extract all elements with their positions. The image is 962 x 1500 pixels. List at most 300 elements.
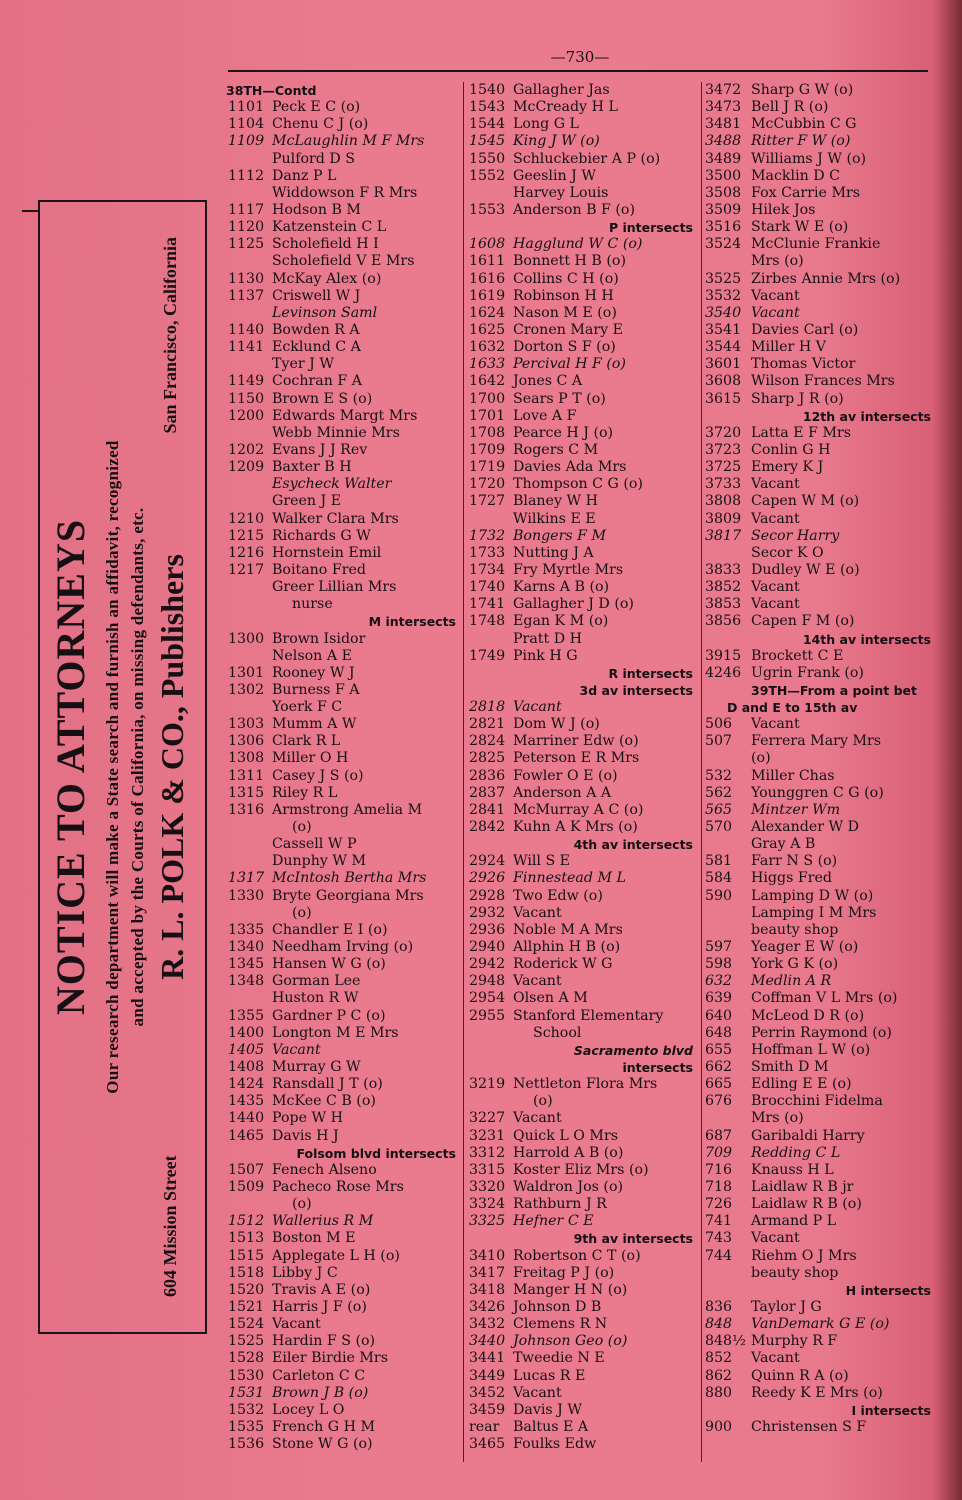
resident-name: Rooney W J [272, 664, 355, 681]
directory-entry [705, 511, 933, 528]
house-number: 726 [705, 1196, 733, 1213]
resident-name: Nelson A E [272, 647, 352, 664]
resident-name: Bowden R A [272, 321, 360, 338]
advertisement-line-2: and accepted by the Courts of California, on missing defendants, etc. [127, 507, 147, 1027]
directory-entry [705, 1059, 933, 1076]
resident-name: Geeslin J W [513, 167, 596, 184]
house-number: 1632 [469, 339, 506, 356]
house-number: 2836 [469, 767, 506, 784]
resident-name: Baltus E A [513, 1418, 589, 1435]
directory-entry [467, 1128, 695, 1145]
directory-entry [467, 1282, 695, 1299]
directory-entry [467, 990, 695, 1007]
house-number: 565 [705, 801, 733, 818]
house-number: 1633 [469, 356, 506, 373]
directory-entry [226, 1299, 458, 1316]
directory-entry [467, 391, 695, 408]
directory-entry [467, 1436, 695, 1453]
house-number: 1216 [228, 544, 265, 561]
house-number: 1215 [228, 527, 265, 544]
house-number: 1720 [469, 476, 506, 493]
house-number: 2926 [469, 870, 506, 887]
top-rule [228, 70, 928, 72]
directory-entry [705, 1076, 933, 1093]
house-number: 3500 [705, 167, 742, 184]
house-number: 862 [705, 1367, 733, 1384]
resident-name: Bongers F M [513, 527, 607, 544]
house-number: 584 [705, 870, 733, 887]
resident-name: Pope W H [272, 1110, 343, 1127]
resident-name: Criswell W J [272, 287, 361, 304]
resident-name: Reedy K E Mrs (o) [751, 1384, 883, 1401]
intersection-heading [467, 836, 695, 853]
resident-name: Dunphy W M [272, 853, 367, 870]
house-number: 2932 [469, 904, 506, 921]
resident-name: Noble M A Mrs [513, 921, 623, 938]
directory-entry [226, 528, 458, 545]
resident-name: Sears P T (o) [513, 390, 606, 407]
directory-entry [467, 750, 695, 767]
column-divider [701, 82, 702, 1462]
house-number: 3440 [469, 1333, 506, 1350]
house-number: 3509 [705, 201, 742, 218]
resident-name: Freitag P J (o) [513, 1264, 615, 1281]
resident-name: Riehm O J Mrs [751, 1247, 857, 1264]
house-number: 848 [705, 1316, 733, 1333]
house-number: 743 [705, 1230, 733, 1247]
page-number: —730— [550, 48, 610, 66]
resident-name: Hansen W G (o) [272, 956, 386, 973]
directory-entry [226, 870, 458, 887]
directory-entry [467, 271, 695, 288]
directory-entry [226, 373, 458, 390]
resident-name: Anderson A A [513, 784, 612, 801]
resident-name: Zirbes Annie Mrs (o) [751, 270, 901, 287]
house-number: 3489 [705, 150, 742, 167]
resident-name: Yeager E W (o) [751, 939, 859, 956]
directory-entry [705, 1162, 933, 1179]
resident-name: Vacant [751, 596, 800, 613]
directory-entry [467, 1316, 695, 1333]
directory-entry [705, 151, 933, 168]
directory-entry [467, 253, 695, 270]
directory-entry [705, 168, 933, 185]
directory-entry [467, 408, 695, 425]
resident-name: Robertson C T (o) [513, 1247, 641, 1264]
resident-name: Wilkins E E [513, 510, 596, 527]
resident-name: Manger H N (o) [513, 1281, 628, 1298]
directory-continuation [226, 305, 458, 322]
directory-entry [467, 1145, 695, 1162]
directory-entry [467, 579, 695, 596]
resident-name: Redding C L [751, 1144, 841, 1161]
directory-continuation [467, 511, 695, 528]
house-number: 1348 [228, 973, 265, 990]
directory-continuation [705, 922, 933, 939]
resident-name: Ritter F W (o) [751, 133, 851, 150]
house-number: 1530 [228, 1367, 265, 1384]
directory-entry [226, 1042, 458, 1059]
resident-name: Edwards Margt Mrs [272, 407, 418, 424]
resident-name: D and E to 15th av [727, 700, 858, 716]
house-number: 1553 [469, 201, 506, 218]
resident-name: Sharp J R (o) [751, 390, 844, 407]
resident-name: Younggren C G (o) [751, 784, 884, 801]
directory-entry [226, 802, 458, 819]
house-number: 3733 [705, 476, 742, 493]
directory-entry [467, 459, 695, 476]
directory-entry [705, 665, 933, 682]
house-number: 2954 [469, 990, 506, 1007]
resident-name: Quinn R A (o) [751, 1367, 849, 1384]
resident-name: M intersects [368, 614, 456, 630]
house-number: 1109 [228, 133, 265, 150]
resident-name: Kuhn A K Mrs (o) [513, 819, 638, 836]
house-number: 709 [705, 1144, 733, 1161]
house-number: 3540 [705, 304, 742, 321]
house-number: 3472 [705, 82, 742, 98]
resident-name: McCubbin C G [751, 116, 857, 133]
house-number: 2940 [469, 939, 506, 956]
directory-entry [705, 1248, 933, 1265]
intersection-heading [467, 1230, 695, 1247]
house-number: 3508 [705, 184, 742, 201]
resident-name: Pratt D H [513, 630, 582, 647]
house-number: 676 [705, 1093, 733, 1110]
house-number: 880 [705, 1384, 733, 1401]
directory-entry [705, 1368, 933, 1385]
resident-name: School [533, 1024, 582, 1041]
resident-name: 4th av intersects [573, 837, 693, 853]
house-number: 1130 [228, 270, 265, 287]
directory-entry [467, 956, 695, 973]
directory-continuation [705, 836, 933, 853]
resident-name: Coffman V L Mrs (o) [751, 990, 898, 1007]
resident-name: Secor K O [751, 544, 824, 561]
house-number: 836 [705, 1298, 733, 1315]
resident-name: Rathburn J R [513, 1196, 607, 1213]
house-number: 648 [705, 1024, 733, 1041]
street-heading [705, 699, 933, 716]
resident-name: Waldron Jos (o) [513, 1179, 624, 1195]
house-number: 1540 [469, 82, 506, 98]
house-number: 597 [705, 939, 733, 956]
intersection-heading [226, 613, 458, 630]
resident-name: Levinson Saml [272, 304, 378, 321]
house-number: 1125 [228, 236, 265, 253]
house-number: 1545 [469, 133, 506, 150]
resident-name: Esycheck Walter [272, 476, 392, 493]
directory-entry [226, 236, 458, 253]
resident-name: Olsen A M [513, 990, 588, 1007]
house-number: 1619 [469, 287, 506, 304]
directory-entry [226, 459, 458, 476]
house-number: 718 [705, 1179, 733, 1195]
resident-name: (o) [751, 750, 771, 767]
directory-entry [705, 1008, 933, 1025]
resident-name: Clemens R N [513, 1316, 608, 1333]
resident-name: Alexander W D [751, 819, 860, 836]
directory-entry [226, 1282, 458, 1299]
resident-name: Mrs (o) [751, 1110, 804, 1127]
house-number: 1732 [469, 527, 506, 544]
directory-entry [226, 133, 458, 150]
resident-name: Egan K M (o) [513, 613, 609, 630]
directory-entry [705, 870, 933, 887]
directory-entry [467, 528, 695, 545]
column-divider [463, 82, 464, 1462]
directory-entry [226, 202, 458, 219]
resident-name: McMurray A C (o) [513, 801, 644, 818]
directory-entry [226, 922, 458, 939]
house-number: 2821 [469, 716, 506, 733]
house-number: 1465 [228, 1127, 265, 1144]
directory-entry [226, 716, 458, 733]
directory-entry [705, 768, 933, 785]
directory-entry [705, 648, 933, 665]
resident-name: Vacant [272, 1041, 321, 1058]
house-number: 848½ [705, 1333, 746, 1350]
resident-name: I intersects [851, 1402, 931, 1418]
house-number: 1355 [228, 1007, 265, 1024]
resident-name: Clark R L [272, 733, 341, 750]
house-number: 687 [705, 1127, 733, 1144]
house-number: 3324 [469, 1196, 506, 1213]
house-number: 3601 [705, 356, 742, 373]
directory-continuation [705, 750, 933, 767]
directory-entry [705, 1128, 933, 1145]
directory-column-2 [467, 82, 695, 1453]
house-number: 1435 [228, 1093, 265, 1110]
directory-entry [226, 1402, 458, 1419]
resident-name: Vacant [751, 716, 800, 733]
directory-entry [705, 1333, 933, 1350]
directory-entry [467, 1110, 695, 1127]
directory-entry [226, 682, 458, 699]
resident-name: Pink H G [513, 647, 578, 664]
house-number: 1345 [228, 956, 265, 973]
directory-entry [467, 305, 695, 322]
resident-name: Stanford Elementary [513, 1007, 664, 1024]
house-number: 3541 [705, 321, 742, 338]
directory-entry [226, 1368, 458, 1385]
resident-name: Percival H F (o) [513, 356, 626, 373]
house-number: 716 [705, 1161, 733, 1178]
resident-name: Dom W J (o) [513, 716, 600, 733]
directory-entry [467, 545, 695, 562]
house-number: 3449 [469, 1367, 506, 1384]
house-number: 640 [705, 1007, 733, 1024]
directory-entry [226, 1333, 458, 1350]
resident-name: Vacant [751, 1230, 800, 1247]
directory-entry [467, 322, 695, 339]
house-number: 2942 [469, 956, 506, 973]
resident-name: Gallagher J D (o) [513, 596, 634, 613]
resident-name: Davis H J [272, 1127, 339, 1144]
advertisement-box [38, 200, 207, 1334]
house-number: 3525 [705, 270, 742, 287]
resident-name: Robinson H H [513, 287, 614, 304]
house-number: 590 [705, 887, 733, 904]
directory-continuation [467, 631, 695, 648]
resident-name: Nutting J A [513, 544, 594, 561]
directory-entry [705, 82, 933, 99]
resident-name: (o) [292, 819, 312, 836]
directory-continuation [226, 425, 458, 442]
resident-name: Pearce H J (o) [513, 424, 614, 441]
resident-name: VanDemark G E (o) [751, 1316, 890, 1333]
resident-name: Knauss H L [751, 1161, 834, 1178]
house-number: 2837 [469, 784, 506, 801]
resident-name: Pulford D S [272, 150, 355, 167]
resident-name: Harris J F (o) [272, 1298, 367, 1315]
directory-entry [705, 579, 933, 596]
house-number: 1400 [228, 1024, 265, 1041]
house-number: 3615 [705, 390, 742, 407]
resident-name: Needham Irving (o) [272, 939, 414, 956]
directory-entry [467, 373, 695, 390]
house-number: 1120 [228, 219, 265, 236]
street-heading [226, 82, 458, 99]
directory-entry [226, 408, 458, 425]
directory-entry [705, 339, 933, 356]
resident-name: Conlin G H [751, 441, 831, 458]
resident-name: Stone W G (o) [272, 1436, 373, 1453]
resident-name: Hilek Jos [751, 201, 816, 218]
directory-entry [467, 442, 695, 459]
intersection-heading [467, 1059, 695, 1076]
resident-name: Edling E E (o) [751, 1076, 852, 1093]
resident-name: Perrin Raymond (o) [751, 1024, 892, 1041]
directory-entry [705, 202, 933, 219]
house-number: 1535 [228, 1418, 265, 1435]
directory-entry [467, 151, 695, 168]
resident-name: Mintzer Wm [751, 801, 841, 818]
resident-name: Peterson E R Mrs [513, 750, 640, 767]
directory-continuation [705, 545, 933, 562]
resident-name: McKay Alex (o) [272, 270, 382, 287]
resident-name: Laidlaw R B (o) [751, 1196, 862, 1213]
resident-name: Hagglund W C (o) [513, 236, 643, 253]
directory-entry [226, 939, 458, 956]
directory-entry [705, 562, 933, 579]
house-number: 1719 [469, 459, 506, 476]
house-number: 581 [705, 853, 733, 870]
resident-name: Scholefield V E Mrs [272, 253, 415, 270]
directory-entry [226, 1230, 458, 1247]
house-number: 3808 [705, 493, 742, 510]
house-number: 570 [705, 819, 733, 836]
directory-entry [226, 750, 458, 767]
resident-name: Brown E S (o) [272, 390, 373, 407]
house-number: 1405 [228, 1041, 265, 1058]
house-number: 1101 [228, 99, 265, 116]
resident-name: Bonnett H B (o) [513, 253, 626, 270]
resident-name: (o) [292, 904, 312, 921]
directory-entry [226, 442, 458, 459]
directory-entry [705, 802, 933, 819]
house-number: 598 [705, 956, 733, 973]
house-number: 1141 [228, 339, 265, 356]
resident-name: 38TH—Contd [226, 83, 317, 98]
intersection-heading [705, 1402, 933, 1419]
resident-name: Vacant [513, 1384, 562, 1401]
directory-continuation [705, 905, 933, 922]
house-number: 532 [705, 767, 733, 784]
house-number: 562 [705, 784, 733, 801]
house-number: 3432 [469, 1316, 506, 1333]
directory-entry [226, 1248, 458, 1265]
house-number: 900 [705, 1418, 733, 1435]
resident-name: Armand P L [751, 1213, 837, 1230]
directory-entry [226, 1385, 458, 1402]
resident-name: Fry Myrtle Mrs [513, 561, 624, 578]
house-number: 3856 [705, 613, 742, 630]
directory-entry [467, 1299, 695, 1316]
house-number: 1625 [469, 321, 506, 338]
house-number: 1532 [228, 1401, 265, 1418]
resident-name: Johnson D B [513, 1298, 602, 1315]
advertisement-city: San Francisco, California [159, 237, 180, 434]
resident-name: Vacant [751, 304, 800, 321]
resident-name: Greer Lillian Mrs [272, 579, 397, 596]
house-number: 1608 [469, 236, 506, 253]
house-number: 3465 [469, 1436, 506, 1453]
directory-entry [705, 888, 933, 905]
resident-name: 14th av intersects [802, 631, 931, 647]
directory-continuation [226, 151, 458, 168]
directory-continuation [705, 1265, 933, 1282]
directory-entry [705, 271, 933, 288]
directory-continuation [226, 185, 458, 202]
directory-entry [467, 973, 695, 990]
resident-name: beauty shop [751, 1264, 839, 1281]
directory-continuation [226, 905, 458, 922]
directory-entry [226, 1179, 458, 1196]
house-number: 1741 [469, 596, 506, 613]
resident-name: Webb Minnie Mrs [272, 424, 400, 441]
directory-entry [467, 785, 695, 802]
house-number: 3725 [705, 459, 742, 476]
resident-name: Lamping I M Mrs [751, 904, 877, 921]
resident-name: Jones C A [513, 373, 583, 390]
house-number: 1624 [469, 304, 506, 321]
house-number: 3516 [705, 219, 742, 236]
directory-entry [467, 476, 695, 493]
house-number: 2936 [469, 921, 506, 938]
directory-continuation [226, 819, 458, 836]
advertisement-publisher: R. L. POLK & CO., Publishers [153, 554, 190, 980]
resident-name: Higgs Fred [751, 870, 832, 887]
house-number: 3219 [469, 1076, 506, 1093]
directory-continuation [226, 699, 458, 716]
resident-name: Vacant [272, 1316, 321, 1333]
resident-name: Fox Carrie Mrs [751, 184, 861, 201]
resident-name: Chandler E I (o) [272, 921, 388, 938]
resident-name: Vacant [751, 287, 800, 304]
directory-entry [467, 1076, 695, 1093]
directory-entry [467, 1248, 695, 1265]
house-number: 1302 [228, 681, 265, 698]
directory-entry [467, 699, 695, 716]
house-number: 1509 [228, 1179, 265, 1195]
resident-name: Folsom blvd intersects [296, 1145, 456, 1161]
directory-entry [226, 631, 458, 648]
resident-name: Scholefield H I [272, 236, 379, 253]
resident-name: Emery K J [751, 459, 824, 476]
house-number: 2948 [469, 973, 506, 990]
resident-name: Vacant [513, 973, 562, 990]
